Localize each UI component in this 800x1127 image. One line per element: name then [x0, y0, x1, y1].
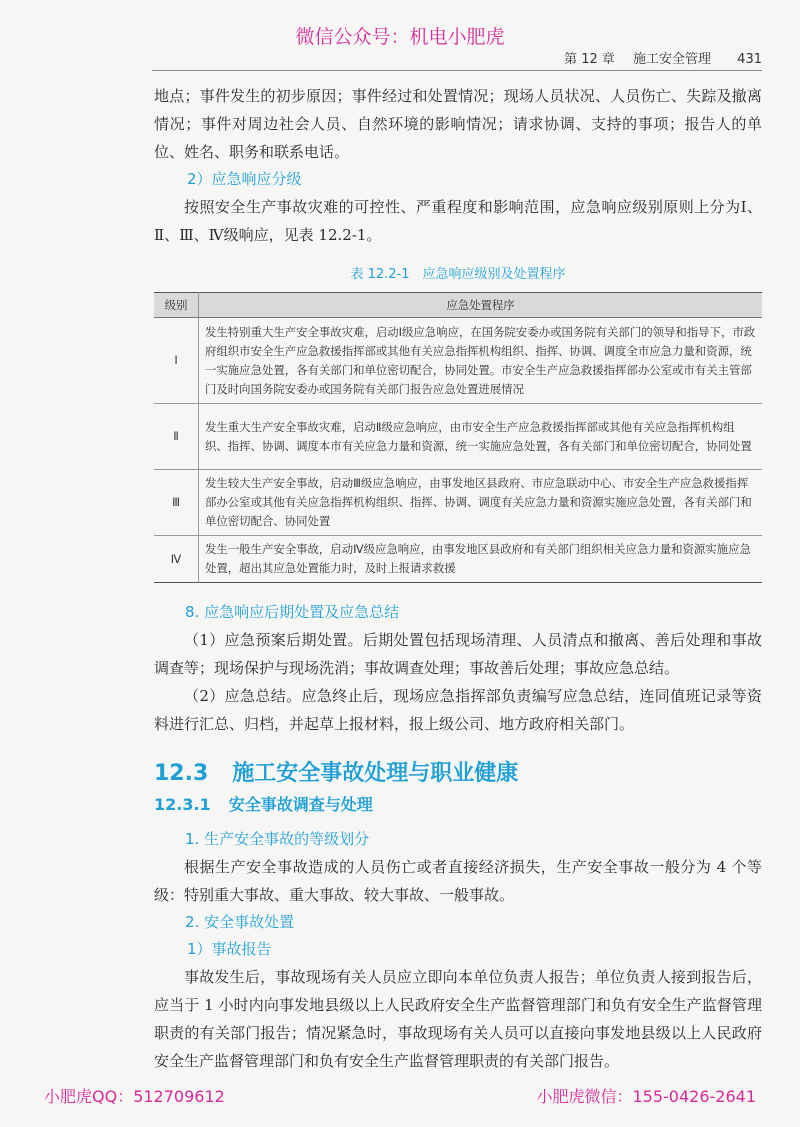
table-header-level: 级别 — [154, 293, 199, 318]
paragraph-summary: （2）应急总结。应急终止后，现场应急指挥部负责编写应急总结，连同值班记录等资料进行汇总、归档，并起草上报材料，报上级公司、地方政府相关部门。 — [154, 687, 762, 733]
header-divider — [152, 70, 762, 71]
section-title — [154, 758, 762, 790]
response-level-table — [154, 292, 762, 583]
page-number: 431 — [737, 52, 762, 67]
table-row — [154, 470, 762, 536]
table-cell-procedure: 发生重大生产安全事故灾难，启动Ⅱ级应急响应，由市安全生产应急救援指挥部或其他有关应急指挥机构组织、指挥、协调、调度本市有关应急力量和资源，统一实施应急处置，各有关部门和单位密切配合，协同处置 — [199, 404, 763, 470]
table-cell-procedure: 发生较大生产安全事故，启动Ⅲ级应急响应，由事发地区县政府、市应急联动中心、市安全生产应急救援指挥部办公室或其他有关应急指挥机构组织、指挥、协调、调度有关应急力量和资源实施应急处置，各有关部门和单位密切配合、协同处置 — [199, 470, 763, 536]
chapter-title: 施工安全管理 — [633, 52, 712, 67]
table-header-procedure: 应急处置程序 — [199, 293, 763, 318]
table-cell-level: Ⅰ — [154, 318, 199, 404]
paragraph-accident-report: 事故发生后，事故现场有关人员应立即向本单位负责人报告；单位负责人接到报告后，应当于 1 小时内向事发地县级以上人民政府安全生产监督管理部门和负有安全生产监督管理职责的有关部门报告；情况紧急时，事故现场有关人员可以直接向事发地县级以上人民政府安全生产监督管理部门和负有安全生产监督管理职责的有关部门报告。 — [154, 968, 762, 1070]
table-cell-procedure: 发生特别重大生产安全事故灾难，启动Ⅰ级应急响应，在国务院安委办或国务院有关部门的领导和指导下，市政府组织市安全生产应急救援指挥部或其他有关应急指挥机构组织、指挥、协调、调度全市应急力量和资源，统一实施应急处置，各有关部门和单位密切配合，协同处置。市安全生产应急救援指挥部办公室或市有关主管部门及时向国务院安委办或国务院有关部门报告应急处置进展情况 — [199, 318, 763, 404]
table-cell-level: Ⅱ — [154, 404, 199, 470]
table-row — [154, 536, 762, 583]
table-cell-level: Ⅳ — [154, 536, 199, 583]
table-row — [154, 404, 762, 470]
subsection-number: 12.3.1 — [154, 795, 211, 814]
heading-accident-disposal: 2. 安全事故处置 — [185, 913, 295, 931]
watermark-top: 微信公众号：机电小肥虎 — [295, 26, 505, 48]
paragraph-accident-grade: 根据生产安全事故造成的人员伤亡或者直接经济损失，生产安全事故一般分为 4 个等级：特别重大事故、重大事故、较大事故、一般事故。 — [154, 858, 762, 904]
table-row — [154, 318, 762, 404]
subsection-title — [154, 790, 762, 820]
heading-accident-grade: 1. 生产安全事故的等级划分 — [185, 830, 370, 848]
section-title-text: 施工安全事故处理与职业健康 — [232, 761, 519, 786]
heading-accident-report: 1）事故报告 — [187, 940, 272, 958]
watermark-qq: 小肥虎QQ：512709612 — [44, 1087, 225, 1106]
watermark-wechat: 小肥虎微信：155-0426-2641 — [536, 1087, 756, 1106]
table-cell-procedure: 发生一般生产安全事故，启动Ⅳ级应急响应，由事发地区县政府和有关部门组织相关应急力量和资源实施应急处置，超出其应急处置能力时，及时上报请求救援 — [199, 536, 763, 583]
paragraph-response-level: 按照安全生产事故灾难的可控性、严重程度和影响范围，应急响应级别原则上分为Ⅰ、Ⅱ、Ⅲ、Ⅳ级响应，见表 12.2-1。 — [154, 198, 762, 244]
page-header — [0, 48, 762, 67]
heading-post-response: 8. 应急响应后期处置及应急总结 — [185, 603, 400, 621]
table-cell-level: Ⅲ — [154, 470, 199, 536]
paragraph-post-disposal: （1）应急预案后期处置。后期处置包括现场清理、人员清点和撤离、善后处理和事故调查等；现场保护与现场洗消；事故调查处理；事故善后处理；事故应急总结。 — [154, 631, 762, 677]
chapter-number: 第 12 章 — [564, 52, 615, 67]
paragraph-continued: 地点；事件发生的初步原因；事件经过和处置情况；现场人员状况、人员伤亡、失踪及撤离情况；事件对周边社会人员、自然环境的影响情况；请求协调、支持的事项；报告人的单位、姓名、职务和联系电话。 — [154, 87, 762, 161]
section-number: 12.3 — [154, 761, 209, 786]
page-content — [154, 82, 762, 1075]
subsection-title-text: 安全事故调查与处理 — [228, 795, 373, 814]
heading-response-level: 2）应急响应分级 — [187, 170, 302, 188]
table-caption: 表 12.2-1 应急响应级别及处置程序 — [350, 267, 566, 282]
